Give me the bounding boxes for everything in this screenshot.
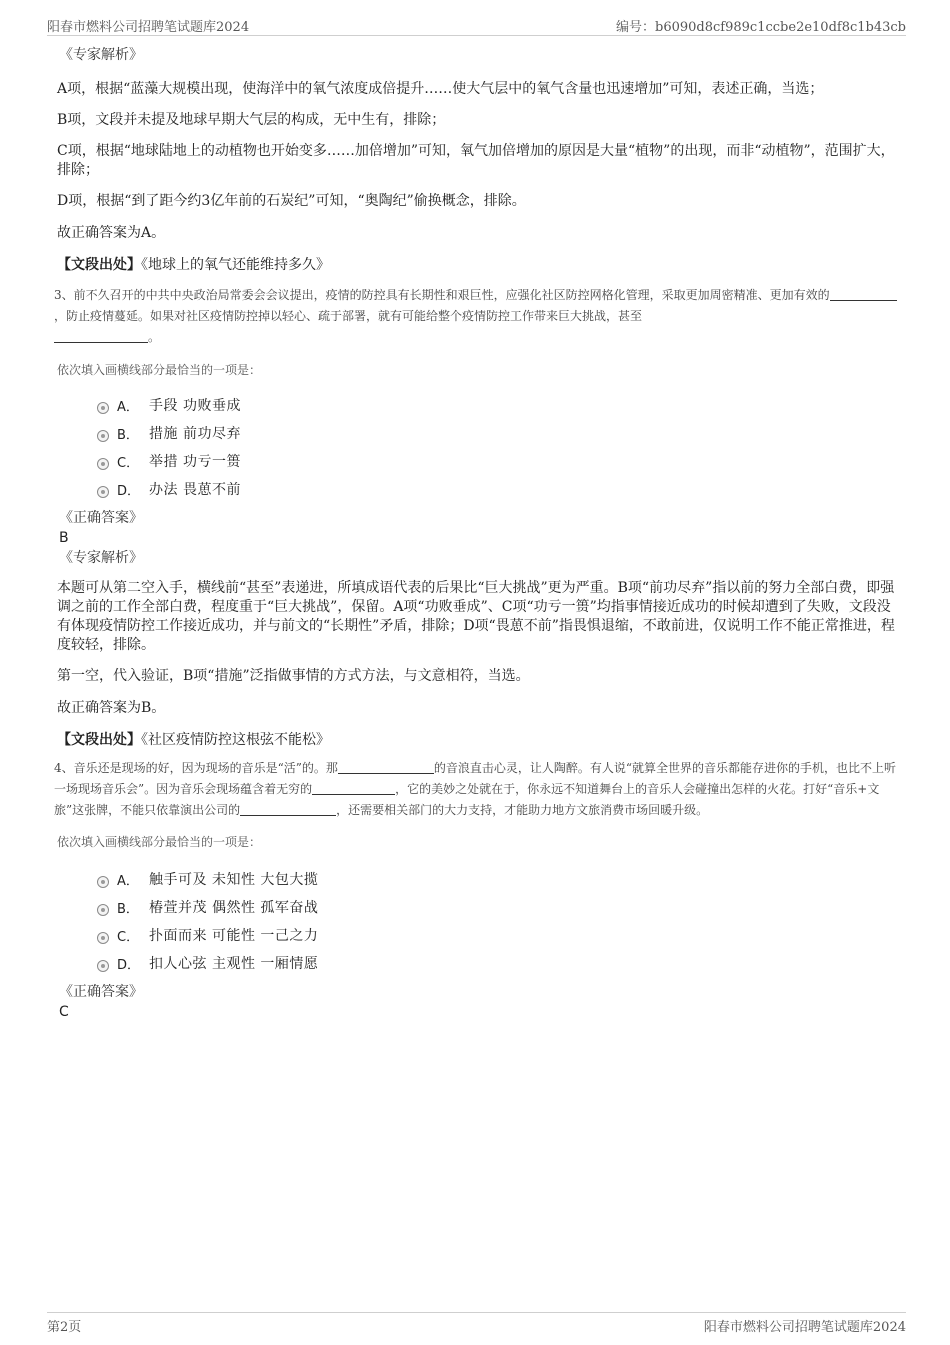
correct-answer-label: 《正确答案》	[59, 984, 143, 1000]
fill-blank	[54, 329, 148, 343]
header-doc-id: 编号：b6090d8cf989c1ccbe2e10df8c1b43cb	[616, 20, 906, 35]
correct-answer-label: 《正确答案》	[59, 510, 143, 526]
correct-answer: B	[59, 530, 69, 546]
fill-blank	[830, 287, 897, 301]
option-c[interactable]: C． 扑面而来 可能性 一己之力	[97, 921, 899, 949]
analysis-conclusion: 故正确答案为A。	[57, 225, 166, 241]
correct-answer: C	[59, 1004, 69, 1020]
source-bracket: 【文段出处】	[57, 732, 141, 748]
radio-button-icon[interactable]	[97, 402, 109, 414]
option-d[interactable]: D． 办法 畏葸不前	[97, 475, 899, 503]
radio-button-icon[interactable]	[97, 876, 109, 888]
fill-blank	[312, 781, 395, 795]
radio-button-icon[interactable]	[97, 430, 109, 442]
question-4-options	[57, 865, 899, 977]
option-c[interactable]: C． 举措 功亏一篑	[97, 447, 899, 475]
radio-button-icon[interactable]	[97, 960, 109, 972]
fill-blank	[240, 802, 336, 816]
source-title: 《社区疫情防控这根弦不能松》	[141, 732, 330, 748]
footer-title: 阳春市燃料公司招聘笔试题库2024	[703, 1320, 906, 1335]
source-bracket: 【文段出处】	[57, 257, 141, 273]
page-content	[54, 44, 899, 1021]
question-prompt: 依次填入画横线部分最恰当的一项是：	[57, 835, 262, 849]
radio-button-icon[interactable]	[97, 904, 109, 916]
header-title: 阳春市燃料公司招聘笔试题库2024	[47, 20, 250, 35]
question-prompt: 依次填入画横线部分最恰当的一项是：	[57, 363, 262, 377]
source-citation	[57, 730, 899, 750]
analysis-paragraph: 第一空，代入验证，B项“措施”泛指做事情的方式方法，与文意相符，当选。	[57, 668, 530, 684]
radio-button-icon[interactable]	[97, 932, 109, 944]
option-a[interactable]: A． 手段 功败垂成	[97, 391, 899, 419]
radio-button-icon[interactable]	[97, 458, 109, 470]
analysis-paragraph: C项，根据“地球陆地上的动植物也开始变多……加倍增加”可知，氧气加倍增加的原因是大量“植物”的出现，而非“动植物”，范围扩大，排除；	[57, 143, 895, 178]
option-b[interactable]: B． 措施 前功尽弃	[97, 419, 899, 447]
source-title: 《地球上的氧气还能维持多久》	[141, 257, 330, 273]
page-header	[47, 14, 906, 36]
page-footer	[47, 1312, 906, 1334]
expert-analysis-label: 《专家解析》	[59, 47, 143, 63]
question-3-text: 3、前不久召开的中共中央政治局常委会会议提出，疫情的防控具有长期性和艰巨性，应强化社区防控网格化管理，采取更加周密精准、更加有效的，防止疫情蔓延。如果对社区疫情防控掉以轻心、疏于部署，就有可能给整个疫情防控工作带来巨大挑战，甚至 。	[54, 285, 899, 348]
analysis-paragraph: D项，根据“到了距今约3亿年前的石炭纪”可知，“奥陶纪”偷换概念，排除。	[57, 193, 526, 209]
fill-blank	[338, 760, 434, 774]
analysis-paragraph: B项，文段并未提及地球早期大气层的构成，无中生有，排除；	[57, 112, 446, 128]
option-d[interactable]: D． 扣人心弦 主观性 一厢情愿	[97, 949, 899, 977]
radio-button-icon[interactable]	[97, 486, 109, 498]
question-4-text: 4、音乐还是现场的好，因为现场的音乐是“活”的。那 的音浪直击心灵，让人陶醉。有人说“就算全世界的音乐都能存进你的手机，也比不上听一场现场音乐会”。因为音乐会现场蕴含着无穷的 ，它的美妙之处就在于，你永远不知道舞台上的音乐人会碰撞出怎样的火花。打好“音乐+文旅”这张牌，不能只依靠演出公司的 ，还需要相关部门的大力支持，才能助力地方文旅消费市场回暖升级。	[54, 761, 897, 817]
page-number: 第2页	[47, 1320, 82, 1335]
option-b[interactable]: B． 椿萱并茂 偶然性 孤军奋战	[97, 893, 899, 921]
source-citation	[57, 255, 899, 275]
expert-analysis-label: 《专家解析》	[59, 550, 143, 566]
analysis-conclusion: 故正确答案为B。	[57, 700, 166, 716]
question-3-options	[57, 391, 899, 503]
analysis-paragraph: 本题可从第二空入手，横线前“甚至”表递进，所填成语代表的后果比“巨大挑战”更为严重。B项“前功尽弃”指以前的努力全部白费，即强调之前的工作全部白费，程度重于“巨大挑战”，保留。A项“功败垂成”、C项“功亏一篑”均指事情接近成功的时候却遭到了失败，文段没有体现疫情防控工作接近成功，并与前文的“长期性”矛盾，排除；D项“畏葸不前”指畏惧退缩，不敢前进，仅说明工作不能正常推进，程度较轻，排除。	[57, 580, 895, 653]
analysis-paragraph: A项，根据“蓝藻大规模出现，使海洋中的氧气浓度成倍提升……使大气层中的氧气含量也迅速增加”可知，表述正确，当选；	[57, 81, 824, 97]
option-a[interactable]: A． 触手可及 未知性 大包大揽	[97, 865, 899, 893]
